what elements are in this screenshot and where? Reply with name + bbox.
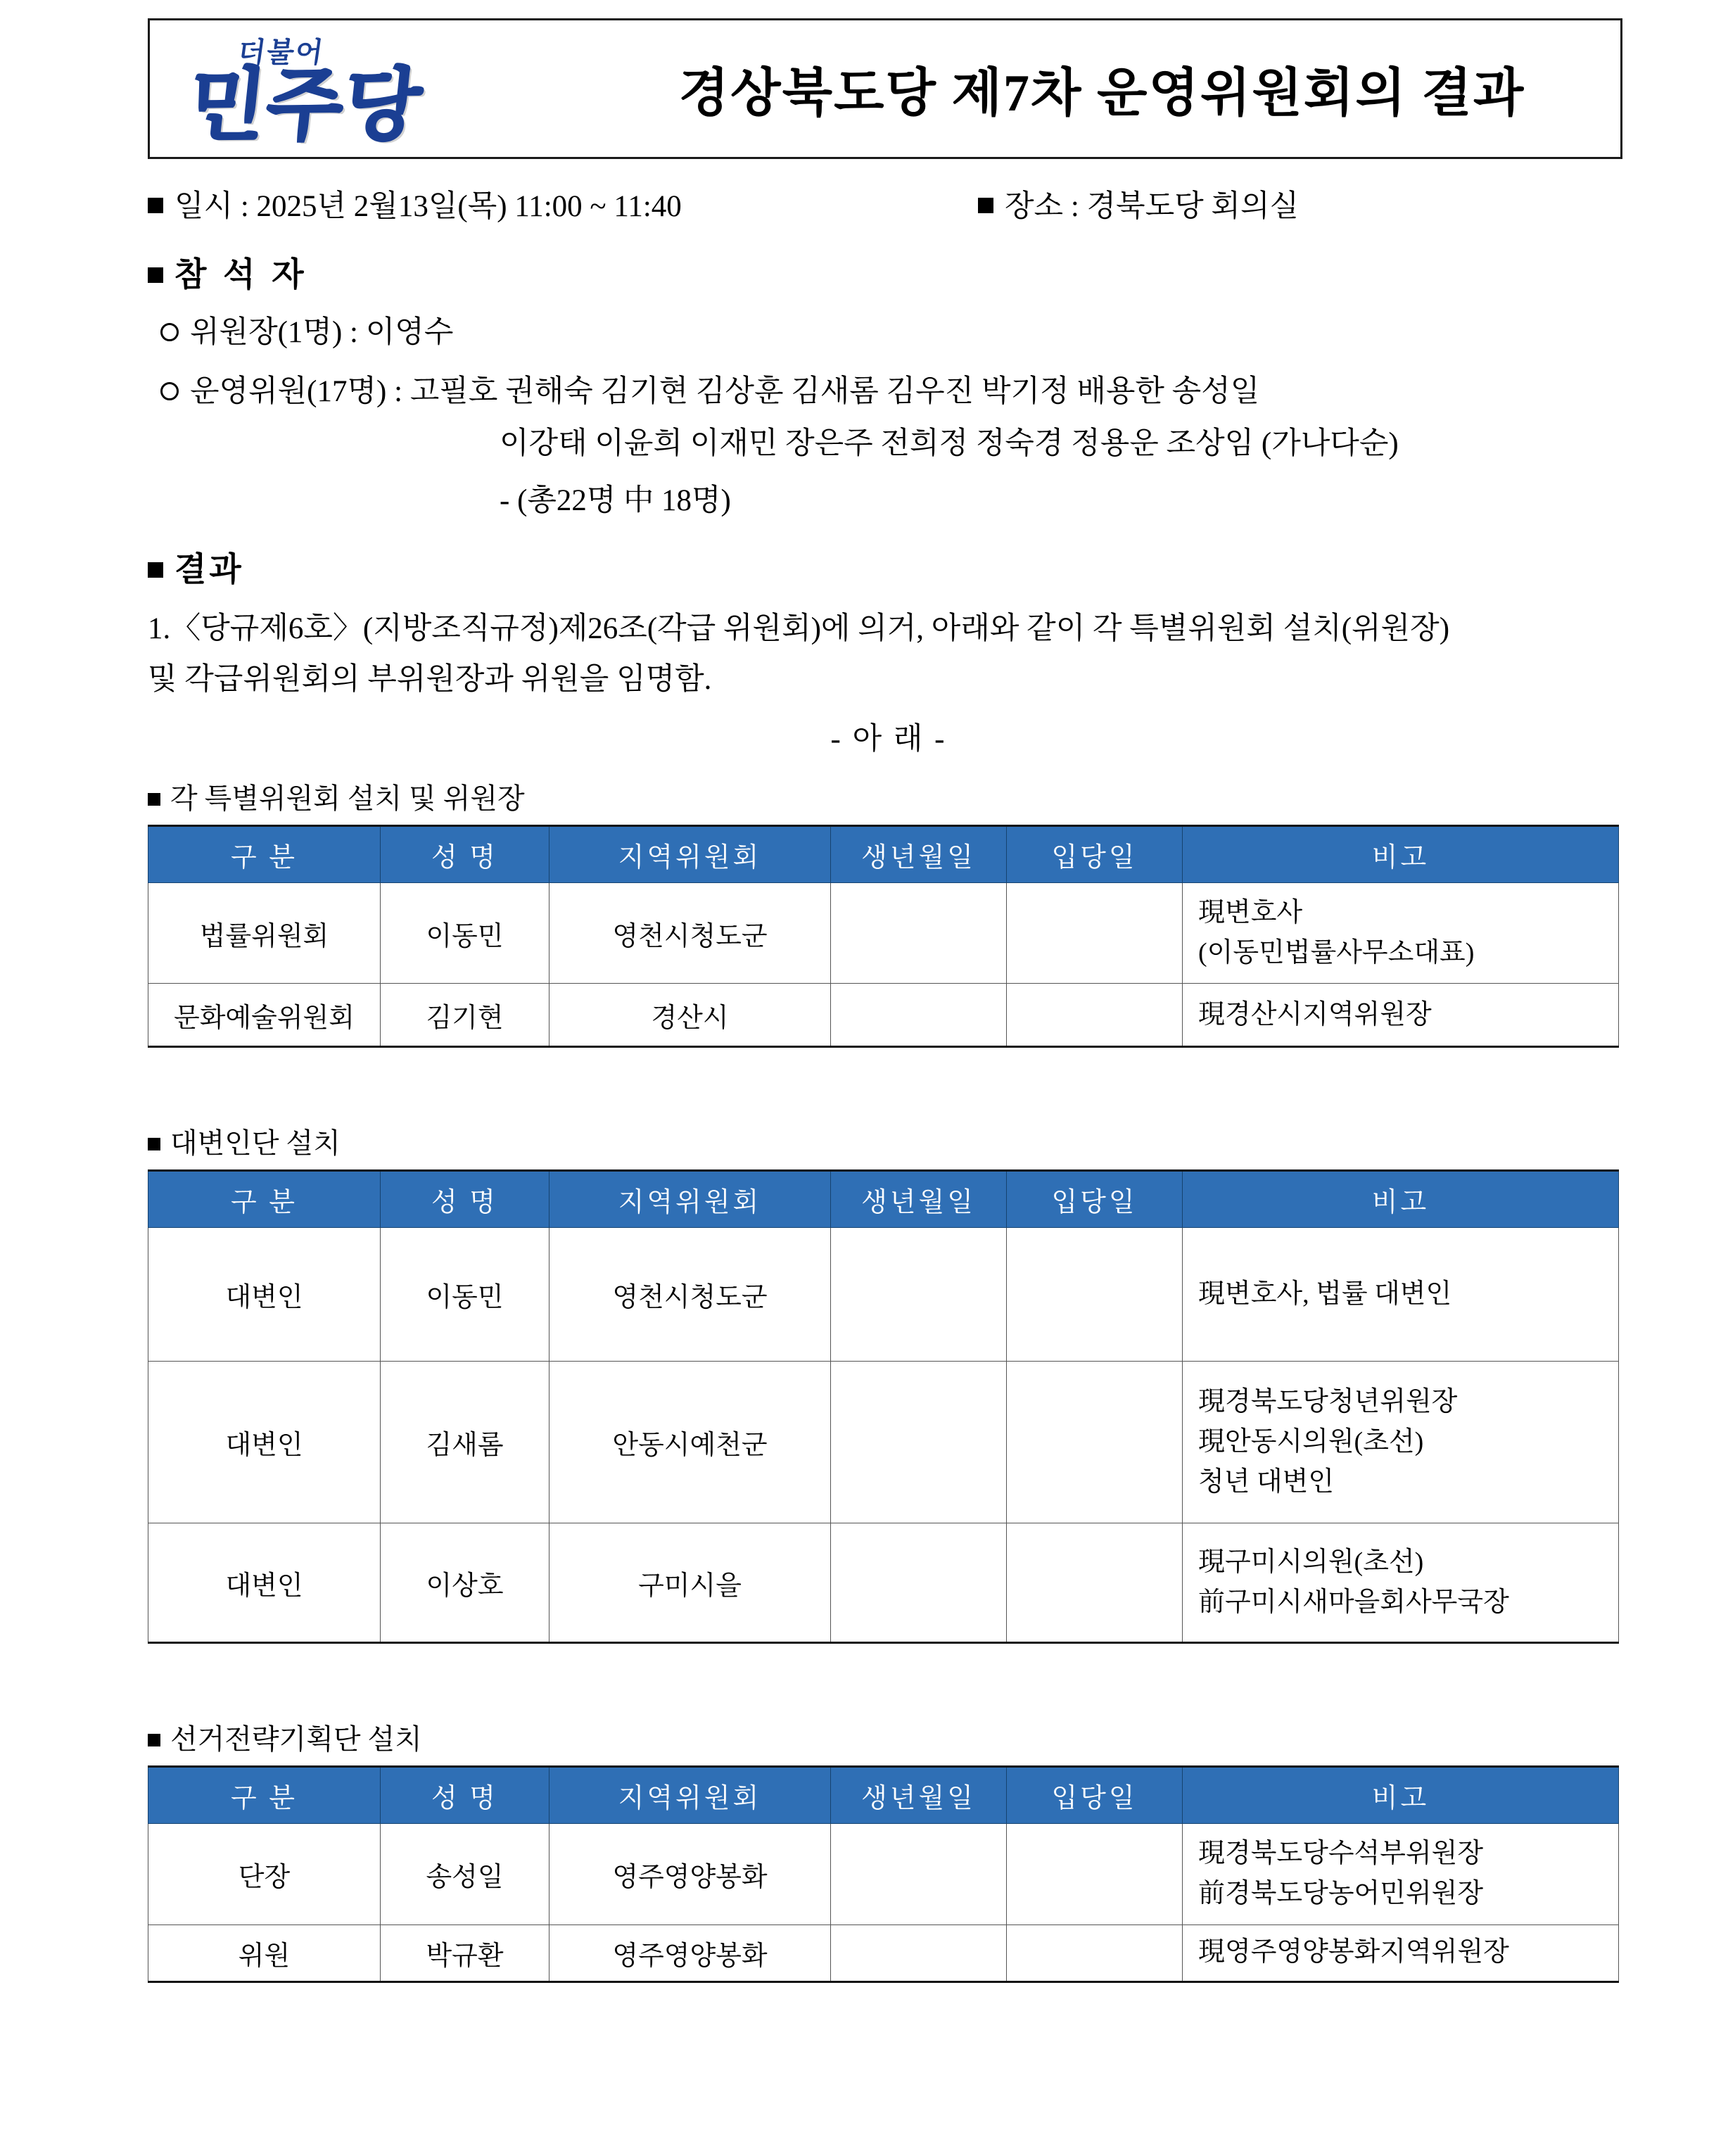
bullet-square-icon (148, 198, 163, 213)
cell-name: 박규환 (381, 1924, 549, 1981)
cell-birth (831, 1228, 1007, 1362)
cell-birth (831, 1924, 1007, 1981)
table-row (148, 1523, 1619, 1643)
table-header-row (148, 1767, 1619, 1824)
table-row (148, 882, 1619, 983)
note-line: 現경북도당청년위원장 (1198, 1386, 1458, 1416)
meta-place (978, 184, 1299, 230)
table-row (148, 1362, 1619, 1523)
special-committee-label: 각 특별위원회 설치 및 위원장 (170, 782, 525, 814)
spokesperson-label: 대변인단 설치 (170, 1127, 341, 1160)
cell-note (1183, 1362, 1619, 1523)
cell-join (1007, 1228, 1183, 1362)
cell-join (1007, 1824, 1183, 1924)
col-header-note: 비고 (1183, 825, 1619, 882)
cell-region: 영천시청도군 (549, 1228, 831, 1362)
cell-join (1007, 1523, 1183, 1643)
note-line: 現변호사 (1198, 897, 1303, 927)
table-header-row (148, 1171, 1619, 1228)
special-committee-table (148, 825, 1619, 1048)
attendees-heading-row (148, 248, 1629, 296)
col-header-note: 비고 (1183, 1171, 1619, 1228)
meta-datetime-label: 일시 : 2025년 2월13일(목) 11:00 ~ 11:40 (174, 190, 682, 223)
col-header-birth: 생년월일 (831, 1767, 1007, 1824)
col-header-gubun: 구 분 (148, 1171, 381, 1228)
cell-region: 영천시청도군 (549, 882, 831, 983)
cell-gubun: 대변인 (148, 1523, 381, 1643)
table-row (148, 984, 1619, 1047)
cell-join (1007, 882, 1183, 983)
attendee-chair-row (160, 311, 1629, 355)
result-paragraph-2: 및 각급위원회의 부위원장과 위원을 임명함. (148, 663, 712, 697)
cell-join (1007, 1362, 1183, 1523)
cell-region: 경산시 (549, 984, 831, 1047)
col-header-join: 입당일 (1007, 1171, 1183, 1228)
bullet-square-icon (148, 562, 163, 578)
cell-gubun: 대변인 (148, 1228, 381, 1362)
bullet-square-icon (148, 1138, 160, 1150)
table-row (148, 1228, 1619, 1362)
note-line: 現경북도당수석부위원장 (1198, 1839, 1484, 1869)
result-paragraph-1: 1.〈당규제6호〉(지방조직규정)제26조(각급 위원회)에 의거, 아래와 같이 각 특별위원회 설치(위원장) (148, 611, 1450, 645)
cell-birth (831, 1824, 1007, 1924)
col-header-region: 지역위원회 (549, 825, 831, 882)
meta-place-label: 장소 : 경북도당 회의실 (1005, 190, 1300, 223)
col-header-name: 성 명 (381, 825, 549, 882)
attendee-chair: 위원장(1명) : 이영수 (190, 315, 454, 349)
attendee-members-row (160, 370, 1629, 414)
cell-join (1007, 984, 1183, 1047)
cell-note: 現경산시지역위원장 (1183, 984, 1619, 1047)
result-heading: 결과 (174, 551, 244, 588)
note-line: 現안동시의원(초선) (1198, 1427, 1424, 1457)
note-line: 前구미시새마을회사무국장 (1198, 1587, 1509, 1618)
cell-name: 이상호 (381, 1523, 549, 1643)
col-header-join: 입당일 (1007, 825, 1183, 882)
cell-name: 이동민 (381, 882, 549, 983)
attendee-total: - (총22명 中 18명) (500, 483, 731, 517)
cell-gubun: 대변인 (148, 1362, 381, 1523)
attendee-members-line1: 운영위원(17명) : 고필호 권해숙 김기현 김상훈 김새롬 김우진 박기정 배용한 송성일 (190, 374, 1260, 408)
table-header-row (148, 825, 1619, 882)
note-line: (이동민법률사무소대표) (1198, 938, 1475, 968)
cell-name: 김새롬 (381, 1362, 549, 1523)
cell-region: 영주영양봉화 (549, 1824, 831, 1924)
note-line: 現구미시의원(초선) (1198, 1547, 1424, 1577)
col-header-region: 지역위원회 (549, 1767, 831, 1824)
party-logo-main-text: 민주당 (184, 59, 427, 151)
attendee-members-line2: 이강태 이윤희 이재민 장은주 전희정 정숙경 정용운 조상임 (가나다순) (500, 427, 1399, 461)
cell-region: 구미시을 (549, 1523, 831, 1643)
cell-gubun: 단장 (148, 1824, 381, 1924)
col-header-region: 지역위원회 (549, 1171, 831, 1228)
cell-gubun: 위원 (148, 1924, 381, 1981)
cell-note: 現변호사, 법률 대변인 (1183, 1228, 1619, 1362)
party-logo-top-text: 더불어 (236, 36, 326, 69)
election-strategy-table (148, 1765, 1619, 1982)
note-line: 청년 대변인 (1198, 1467, 1335, 1497)
result-heading-row (148, 543, 1629, 590)
cell-join (1007, 1924, 1183, 1981)
election-strategy-label: 선거전략기획단 설치 (170, 1723, 422, 1756)
note-line: 前경북도당농어민위원장 (1198, 1879, 1484, 1909)
spokesperson-table (148, 1169, 1619, 1644)
party-logo (175, 30, 611, 151)
cell-name: 송성일 (381, 1824, 549, 1924)
cell-note (1183, 882, 1619, 983)
cell-gubun: 법률위원회 (148, 882, 381, 983)
cell-gubun: 문화예술위원회 (148, 984, 381, 1047)
col-header-birth: 생년월일 (831, 825, 1007, 882)
below-marker: - 아 래 - (830, 722, 947, 756)
col-header-name: 성 명 (381, 1767, 549, 1824)
col-header-join: 입당일 (1007, 1767, 1183, 1824)
bullet-circle-icon (160, 323, 179, 341)
col-header-note: 비고 (1183, 1767, 1619, 1824)
cell-region: 영주영양봉화 (549, 1924, 831, 1981)
table-row (148, 1824, 1619, 1924)
election-strategy-label-row (148, 1717, 1629, 1757)
col-header-gubun: 구 분 (148, 1767, 381, 1824)
attendees-heading: 참 석 자 (174, 256, 308, 293)
cell-birth (831, 882, 1007, 983)
bullet-square-icon (978, 198, 993, 213)
cell-birth (831, 1362, 1007, 1523)
cell-region: 안동시예천군 (549, 1362, 831, 1523)
col-header-name: 성 명 (381, 1171, 549, 1228)
bullet-circle-icon (160, 382, 179, 400)
table-row (148, 1924, 1619, 1981)
col-header-birth: 생년월일 (831, 1171, 1007, 1228)
meta-row (148, 184, 1629, 230)
bullet-square-icon (148, 793, 160, 806)
bullet-square-icon (148, 1734, 160, 1746)
cell-note (1183, 1824, 1619, 1924)
cell-note: 現영주영양봉화지역위원장 (1183, 1924, 1619, 1981)
cell-birth (831, 1523, 1007, 1643)
cell-name: 이동민 (381, 1228, 549, 1362)
meta-datetime (148, 184, 978, 230)
spokesperson-label-row (148, 1121, 1629, 1161)
cell-note (1183, 1523, 1619, 1643)
bullet-square-icon (148, 267, 163, 283)
document-title: 경상북도당 제7차 운영위원회의 결과 (678, 65, 1525, 122)
cell-name: 김기현 (381, 984, 549, 1047)
cell-birth (831, 984, 1007, 1047)
col-header-gubun: 구 분 (148, 825, 381, 882)
document-header-banner (148, 18, 1622, 159)
special-committee-label-row (148, 776, 1629, 816)
